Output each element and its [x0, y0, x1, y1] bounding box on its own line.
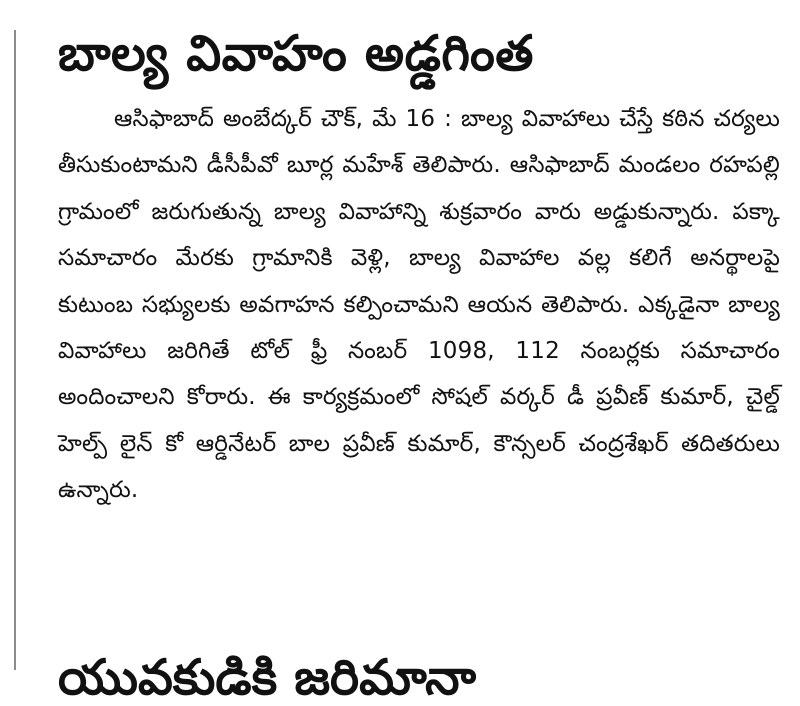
- article-headline: బాల్య వివాహం అడ్డగింత: [58, 25, 534, 82]
- article-body: ఆసిఫాబాద్ అంబేద్కర్ చౌక్, మే 16 : బాల్య వివాహాలు చేస్తే కఠిన చర్యలు తీసుకుంటామని డీసీపీవో బూర్ల మహేశ్ తెలిపారు. ఆసిఫాబాద్ మండలం రహపల్లి గ్రామంలో జరుగుతున్న బాల్య వివాహాన్ని శుక్రవారం వారు అడ్డుకున్నారు. పక్కా సమాచారం మేరకు గ్రామానికి వెళ్లి, బాల్య వివాహాల వల్ల కలిగే అనర్థాలపై కుటుంబ సభ్యులకు అవగాహన కల్పించామని ఆయన తెలిపారు. ఎక్కడైనా బాల్య వివాహాలు జరిగితే టోల్ ఫ్రీ నంబర్ 1098, 112 నంబర్లకు సమాచారం అందించాలని కోరారు. ఈ కార్యక్రమంలో సోషల్ వర్కర్ డీ ప్రవీణ్ కుమార్, చైల్డ్ హెల్ప్ లైన్ కో ఆర్డినేటర్ బాల ప్రవీణ్ కుమార్, కౌన్సలర్ చంద్రశేఖర్ తదితరులు ఉన్నారు.: [58, 106, 780, 504]
- article: [58, 12, 780, 514]
- next-article-headline: [58, 636, 778, 706]
- next-article-headline-text: యువకుడికి జరిమానా: [58, 649, 477, 706]
- column-divider: [14, 30, 16, 670]
